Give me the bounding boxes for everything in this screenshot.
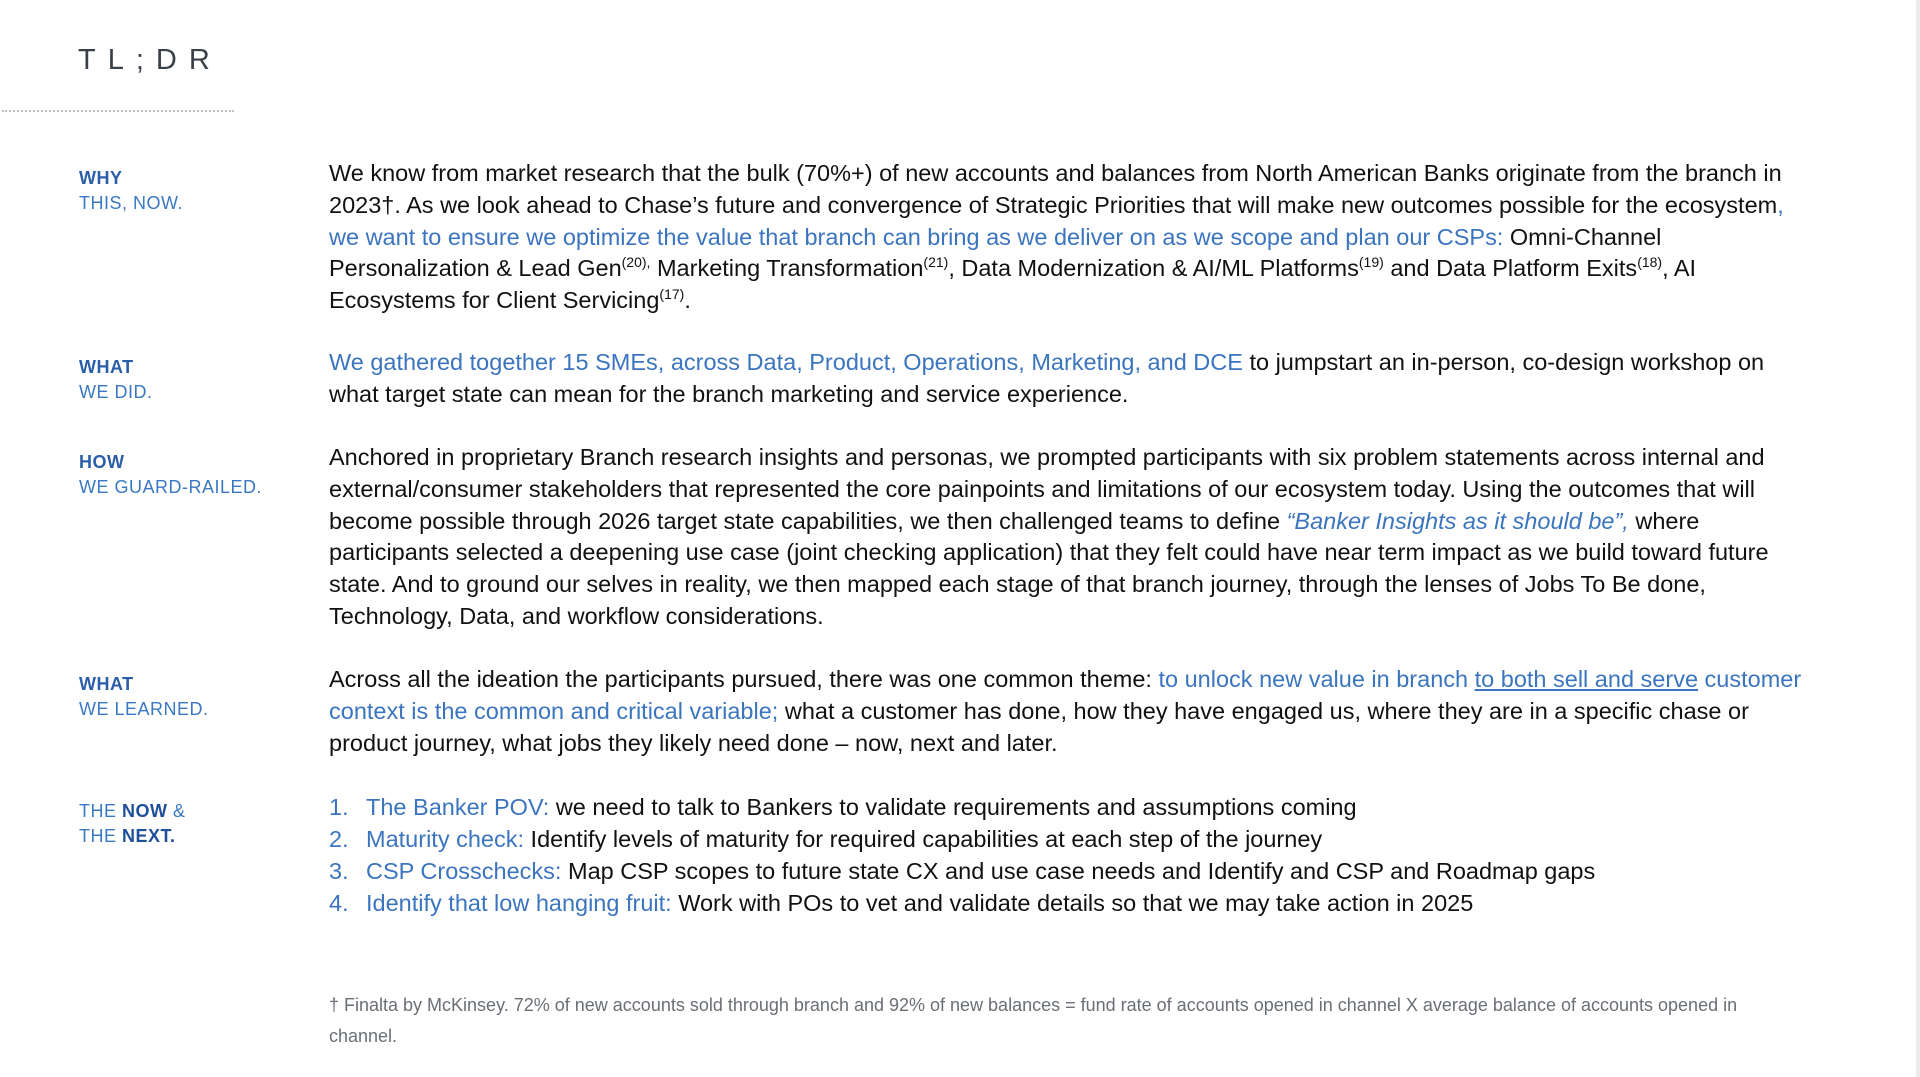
how-text-2: where participants selected a deepening use case (joint checking application) that they felt could have near term impact as we build toward future state. And to ground our selves in reality, we then mapped each stage of that branch journey, through the lenses of Jobs To Be done, Technology, Data, and workflow considerations. [329,507,1769,629]
label-the: THE [79,826,123,846]
citation-18: (18) [1637,254,1663,271]
label-now: NOW [122,801,168,821]
section-label-learned [79,672,209,722]
label-line2 [79,824,186,849]
label-line1: HOW [79,452,125,472]
why-text-8: . [684,287,691,314]
why-highlight: , we want to ensure we optimize the value that branch can bring as we deliver on as we scope and plan our CSPs: [329,191,1784,250]
learned-highlight-1: to unlock new value in branch [1158,666,1475,692]
learned-text-1: Across all the ideation the participants pursued, there was one common theme: [329,666,1159,692]
list-number: 2. [329,826,349,852]
section-body-learned [329,664,1819,759]
why-text-3: Omni-Channel Personalization & Lead Gen [329,223,1662,282]
learned-text-2: what a customer has done, how they have engaged us, where they are in a specific chase or product journey, what jobs they likely need done – now, next and later. [329,697,1749,756]
list-detail: we need to talk to Bankers to validate requirements and assumptions coming [549,794,1357,820]
list-lead: CSP Crosschecks: [366,858,562,884]
list-text [366,855,1595,887]
list-lead: Maturity check: [366,826,525,852]
list-lead: The Banker POV: [366,794,550,820]
citation-20: (20), [621,254,651,271]
citation-19: (19) [1358,254,1384,271]
how-text-1: Anchored in proprietary Branch research insights and personas, we prompted participants with six problem statements across internal and external/consumer stakeholders that represented the core painpoints and limitations of our ecosystem today. Using the outcomes that will become possible through 2026 target state capabilities, we then challenged teams to define [329,444,1765,534]
why-text-1: We know from market research that the bulk (70%+) of new accounts and balances from North American Banks originate from the branch in 2023†. As we look ahead to Chase’s future and convergence of Strategic Priorities that will make new outcomes possible for the ecosystem [329,160,1782,218]
section-label-now-next [79,799,186,849]
why-text-5: , Data Modernization & AI/ML Platforms [948,255,1359,282]
section-label-how [79,450,262,500]
list-detail: Map CSP scopes to future state CX and use case needs and Identify and CSP and Roadmap gaps [561,858,1596,884]
list-item [329,887,1819,919]
section-label-why [79,166,183,216]
label-line1 [79,799,186,824]
list-text [366,791,1357,823]
section-body-how [329,442,1819,633]
why-text-4: Marketing Transformation [650,255,924,282]
label-line1: WHAT [79,674,134,694]
list-lead: Identify that low hanging fruit: [366,890,672,916]
next-steps-list [329,791,1819,919]
section-body-what [329,347,1819,411]
list-detail: Identify levels of maturity for required capabilities at each step of the journey [524,826,1323,852]
citation-17: (17) [659,286,685,303]
title-divider [2,110,234,112]
learned-highlight-underlined: to both sell and serve [1474,666,1699,692]
label-line2: THIS, NOW. [79,193,183,213]
list-number: 3. [329,858,349,884]
how-highlight: “Banker Insights as it should be”, [1286,507,1629,534]
list-number: 4. [329,890,349,916]
list-number: 1. [329,794,349,820]
footnote: † Finalta by McKinsey. 72% of new accounts sold through branch and 92% of new balances = fund rate of accounts opened in channel X average balance of accounts opened in channel. [329,995,1738,1046]
label-line1: WHAT [79,357,134,377]
label-amp: & [167,801,186,821]
page-title: TL;DR [78,44,222,76]
label-the: THE [79,801,123,821]
label-line1: WHY [79,168,123,188]
what-highlight: We gathered together 15 SMEs, across Data, Product, Operations, Marketing, and DCE [329,349,1243,375]
list-detail: Work with POs to vet and validate details so that we may take action in 2025 [671,890,1474,916]
why-text-7: , AI Ecosystems for Client Servicing [329,255,1697,314]
list-text [366,823,1322,855]
why-text-6: and Data Platform Exits [1383,255,1638,282]
label-line2: WE LEARNED. [79,699,209,719]
list-item [329,791,1819,823]
section-body-why [329,158,1819,317]
section-body-now-next [329,791,1819,919]
list-item [329,823,1819,855]
citation-21: (21) [923,254,949,271]
section-label-what [79,355,153,405]
list-item [329,855,1819,887]
label-line2: WE DID. [79,382,153,402]
learned-highlight-2: customer context is the common and critical variable; [329,666,1802,724]
label-line2: WE GUARD-RAILED. [79,477,263,497]
list-text [366,887,1473,919]
what-text: to jumpstart an in-person, co-design workshop on what target state can mean for the branch marketing and service experience. [329,349,1765,407]
label-next: NEXT. [122,826,176,846]
